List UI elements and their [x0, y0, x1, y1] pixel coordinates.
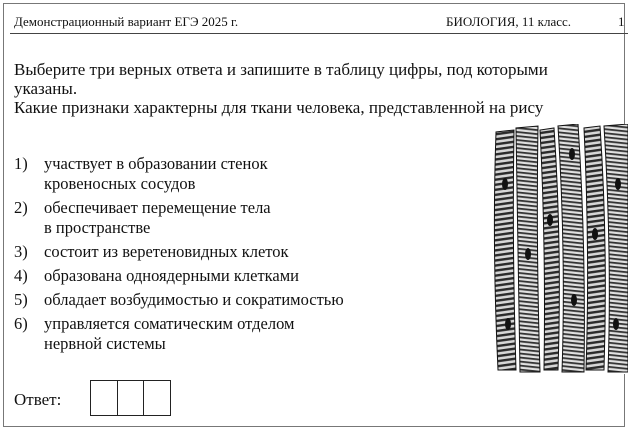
- option-number: 2): [14, 198, 28, 217]
- task-line-3: Какие признаки характерны для ткани человека, представленной на рису: [14, 98, 544, 117]
- option-4: [14, 266, 494, 286]
- answer-cell-3[interactable]: [143, 380, 171, 416]
- option-text-line: управляется соматическим отделом: [44, 314, 295, 333]
- option-text-line: нервной системы: [44, 334, 166, 353]
- option-3: [14, 242, 494, 262]
- option-number: 3): [14, 242, 28, 261]
- option-2: [14, 198, 494, 238]
- option-text-line: кровеносных сосудов: [44, 174, 196, 193]
- task-line-1: Выберите три верных ответа и запишите в таблицу цифры, под которыми: [14, 60, 548, 79]
- option-text-line: состоит из веретеновидных клеток: [44, 242, 289, 261]
- header-exam-title: Демонстрационный вариант ЕГЭ 2025 г.: [14, 14, 239, 29]
- option-number: 4): [14, 266, 28, 285]
- option-text-line: участвует в образовании стенок: [44, 154, 268, 173]
- answer-label: Ответ:: [14, 390, 62, 409]
- answer-cell-1[interactable]: [90, 380, 118, 416]
- answer-cells: [90, 380, 170, 416]
- option-number: 1): [14, 154, 28, 173]
- header-subject: БИОЛОГИЯ, 11 класс.: [446, 14, 572, 29]
- task-text: [14, 60, 626, 117]
- option-number: 5): [14, 290, 28, 309]
- header-page-number: 1: [618, 14, 625, 29]
- task-line-2: указаны.: [14, 79, 78, 98]
- option-text-line: в пространстве: [44, 218, 151, 237]
- header-divider: [10, 33, 628, 34]
- answer-cell-2[interactable]: [117, 380, 145, 416]
- option-text-line: обладает возбудимостью и сократимостью: [44, 290, 344, 309]
- option-6: [14, 314, 494, 354]
- option-5: [14, 290, 494, 310]
- option-1: [14, 154, 494, 194]
- options-list: [14, 154, 494, 358]
- option-number: 6): [14, 314, 28, 333]
- option-text-line: обеспечивает перемещение тела: [44, 198, 271, 217]
- option-text-line: образована одноядерными клетками: [44, 266, 300, 285]
- striated-muscle-tissue-illustration: [488, 124, 628, 374]
